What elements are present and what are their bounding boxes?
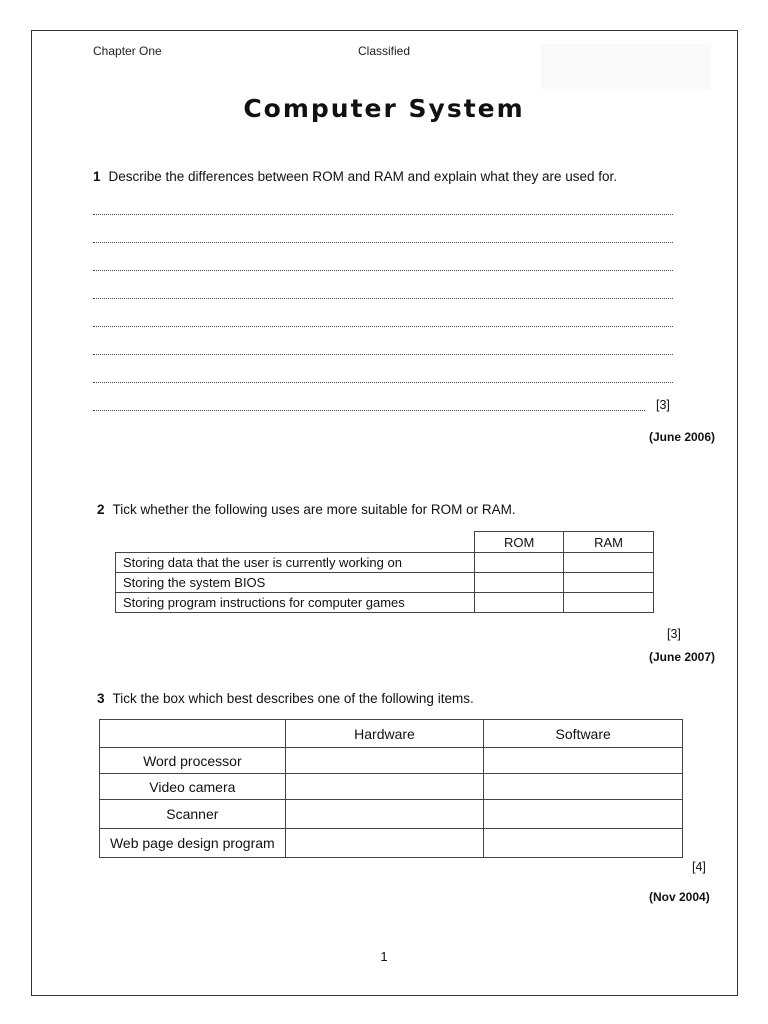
tick-cell-rom[interactable] xyxy=(475,573,564,593)
question-3 xyxy=(97,691,474,706)
question-1-marks: [3] xyxy=(656,398,670,412)
question-3-marks: [4] xyxy=(692,860,706,874)
question-1-text: Describe the differences between ROM and RAM and explain what they are used for. xyxy=(108,169,618,184)
header-shaded-box xyxy=(541,44,711,90)
table-row xyxy=(100,774,683,800)
row-label: Storing program instructions for computer games xyxy=(116,593,475,613)
column-header-ram: RAM xyxy=(564,532,654,553)
tick-cell-software[interactable] xyxy=(484,829,683,858)
tick-cell-ram[interactable] xyxy=(564,593,654,613)
chapter-label: Chapter One xyxy=(93,44,162,58)
page-title: Computer System xyxy=(243,94,525,123)
answer-line[interactable] xyxy=(93,214,673,215)
row-label: Video camera xyxy=(100,774,286,800)
answer-line[interactable] xyxy=(93,354,673,355)
column-header-rom: ROM xyxy=(475,532,564,553)
question-2-marks: [3] xyxy=(667,627,681,641)
table-row xyxy=(100,800,683,829)
tick-cell-rom[interactable] xyxy=(475,553,564,573)
question-1-number: 1 xyxy=(93,169,101,184)
row-label: Web page design program xyxy=(100,829,286,858)
table-row xyxy=(100,748,683,774)
answer-line[interactable] xyxy=(93,382,673,383)
tick-cell-ram[interactable] xyxy=(564,573,654,593)
table-row xyxy=(116,573,654,593)
table-row xyxy=(116,593,654,613)
row-label: Storing the system BIOS xyxy=(116,573,475,593)
tick-cell-hardware[interactable] xyxy=(285,829,484,858)
tick-cell-software[interactable] xyxy=(484,800,683,829)
answer-line[interactable] xyxy=(93,298,673,299)
row-label: Scanner xyxy=(100,800,286,829)
question-2-number: 2 xyxy=(97,502,105,517)
question-2-table xyxy=(115,531,654,613)
table-corner xyxy=(116,532,475,553)
row-label: Storing data that the user is currently working on xyxy=(116,553,475,573)
question-2-source: (June 2007) xyxy=(649,650,716,664)
column-header-hardware: Hardware xyxy=(285,720,484,748)
question-3-source: (Nov 2004) xyxy=(649,890,710,904)
tick-cell-software[interactable] xyxy=(484,774,683,800)
answer-line[interactable] xyxy=(93,326,673,327)
tick-cell-hardware[interactable] xyxy=(285,800,484,829)
row-label: Word processor xyxy=(100,748,286,774)
question-3-table xyxy=(99,719,683,858)
question-1-source: (June 2006) xyxy=(649,430,716,444)
question-2-text: Tick whether the following uses are more suitable for ROM or RAM. xyxy=(112,502,516,517)
table-row xyxy=(100,829,683,858)
tick-cell-hardware[interactable] xyxy=(285,774,484,800)
classification-label: Classified xyxy=(358,44,411,58)
question-3-number: 3 xyxy=(97,691,105,706)
question-2 xyxy=(97,502,516,517)
question-3-text: Tick the box which best describes one of the following items. xyxy=(112,691,474,706)
tick-cell-software[interactable] xyxy=(484,748,683,774)
table-corner xyxy=(100,720,286,748)
answer-line[interactable] xyxy=(93,270,673,271)
column-header-software: Software xyxy=(484,720,683,748)
page-number: 1 xyxy=(380,949,388,964)
answer-line[interactable] xyxy=(93,410,645,411)
table-row xyxy=(116,553,654,573)
tick-cell-hardware[interactable] xyxy=(285,748,484,774)
tick-cell-ram[interactable] xyxy=(564,553,654,573)
tick-cell-rom[interactable] xyxy=(475,593,564,613)
answer-line[interactable] xyxy=(93,242,673,243)
question-1 xyxy=(93,169,617,184)
